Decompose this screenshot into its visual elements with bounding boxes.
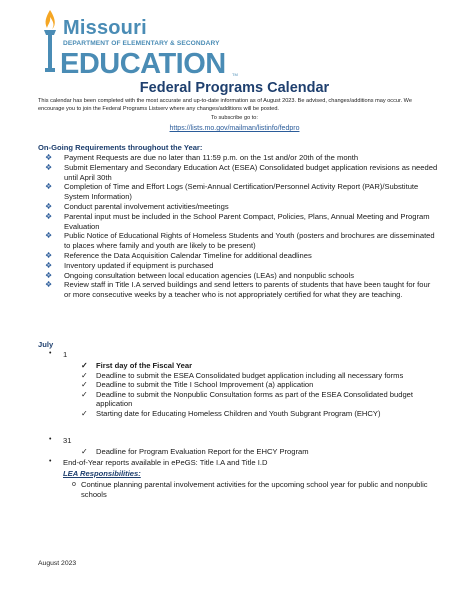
diamond-bullet-icon: ❖ bbox=[45, 250, 53, 260]
logo-wordmark-education: EDUCATION bbox=[60, 48, 226, 80]
ongoing-list bbox=[38, 153, 438, 300]
list-item: ❖ Ongoing consultation between local education agencies (LEAs) and nonpublic schools bbox=[45, 270, 355, 280]
list-item: ❖ Conduct parental involvement activities/meetings bbox=[45, 201, 229, 211]
missouri-dese-logo bbox=[38, 8, 248, 78]
list-item: ❖ Reference the Data Acquisition Calendar Timeline for additional deadlines bbox=[45, 250, 312, 260]
diamond-bullet-icon: ❖ bbox=[45, 153, 53, 162]
list-item: ✓ First day of the Fiscal Year bbox=[81, 361, 193, 370]
july-31-list bbox=[81, 447, 441, 457]
diamond-bullet-icon: ❖ bbox=[45, 211, 53, 221]
list-item: ✓ Deadline to submit the Nonpublic Consultation forms as part of the ESEA Consolidated budget application bbox=[81, 389, 414, 409]
checkmark-icon: ✓ bbox=[81, 389, 88, 399]
subscribe-label: To subscribe go to: bbox=[211, 115, 258, 121]
list-item: ❖ Payment Requests are due no later than 11:59 p.m. on the 1st and/or 20th of the month bbox=[45, 153, 359, 162]
end-of-year-note: End-of-Year reports available in ePeGS: Title I.A and Title I.D bbox=[63, 458, 268, 467]
diamond-bullet-icon: ❖ bbox=[45, 270, 53, 280]
july-heading: July bbox=[38, 340, 54, 349]
logo-wordmark-missouri: Missouri bbox=[63, 17, 147, 39]
list-item: ✓ Deadline for Program Evaluation Report for the EHCY Program bbox=[81, 447, 309, 456]
diamond-bullet-icon: ❖ bbox=[45, 201, 53, 211]
torch-icon bbox=[38, 8, 62, 74]
page-title: Federal Programs Calendar bbox=[139, 80, 330, 96]
day-label: 31 bbox=[63, 436, 72, 445]
circle-bullet-icon: o bbox=[72, 481, 76, 488]
list-item: ❖ Public Notice of Educational Rights of Homeless Students and Youth (posters and brochures are disseminated to places where family and youth are likely to be present) bbox=[45, 231, 435, 251]
intro-paragraph: This calendar has been completed with the most accurate and up-to-date information as of August 2023. Be advised, changes/additions may occur. We encourage you to join the Federal Programs Listserv where any changes/additions will be posted. bbox=[38, 98, 412, 112]
checkmark-icon: ✓ bbox=[81, 361, 88, 370]
july-1-list bbox=[81, 361, 441, 419]
footer-date: August 2023 bbox=[38, 560, 77, 567]
diamond-bullet-icon: ❖ bbox=[45, 162, 53, 172]
checkmark-icon: ✓ bbox=[81, 370, 88, 380]
checkmark-icon: ✓ bbox=[81, 380, 88, 390]
list-item: ✓ Deadline to submit the Title I School Improvement (a) application bbox=[81, 380, 314, 390]
checkmark-icon: ✓ bbox=[81, 447, 88, 456]
list-item: ❖ Submit Elementary and Secondary Education Act (ESEA) Consolidated budget application revisions as needed until April 30th bbox=[45, 162, 438, 182]
bullet-dot-icon: • bbox=[49, 436, 52, 443]
listserv-link[interactable]: https://lists.mo.gov/mailman/listinfo/fedpro bbox=[169, 125, 300, 132]
logo-trademark: TM bbox=[232, 72, 238, 77]
list-item: ✓ Deadline to submit the ESEA Consolidated budget application including all necessary forms bbox=[81, 370, 404, 380]
lea-list bbox=[72, 480, 442, 500]
list-item: ✓ Starting date for Educating Homeless Children and Youth Subgrant Program (EHCY) bbox=[81, 408, 381, 418]
list-item: ❖ Inventory updated if equipment is purchased bbox=[45, 260, 214, 270]
lea-responsibilities-heading: LEA Responsibilities: bbox=[63, 469, 141, 478]
list-item: ❖ Completion of Time and Effort Logs (Semi-Annual Certification/Personnel Activity Report (PAR)/Substitute System Information) bbox=[45, 182, 419, 202]
bullet-dot-icon: • bbox=[49, 458, 52, 465]
diamond-bullet-icon: ❖ bbox=[45, 260, 53, 270]
list-item: o Continue planning parental involvement activities for the upcoming school year for public and nonpublic schools bbox=[72, 480, 428, 499]
day-label: 1 bbox=[63, 350, 68, 359]
diamond-bullet-icon: ❖ bbox=[45, 231, 53, 241]
logo-wordmark-department: DEPARTMENT OF ELEMENTARY & SECONDARY bbox=[63, 40, 220, 47]
bullet-dot-icon: • bbox=[49, 350, 52, 357]
list-item: ❖ Parental input must be included in the School Parent Compact, Policies, Plans, Annual Meeting and Program Evaluation bbox=[45, 211, 430, 231]
diamond-bullet-icon: ❖ bbox=[45, 182, 53, 192]
diamond-bullet-icon: ❖ bbox=[45, 280, 53, 290]
list-item: ❖ Review staff in Title I.A served buildings and send letters to parents of students that have been taught for four or more consecutive weeks by a teacher who is not appropriately certified for what they are teaching. bbox=[45, 280, 431, 300]
ongoing-heading: On-Going Requirements throughout the Year: bbox=[38, 143, 203, 152]
checkmark-icon: ✓ bbox=[81, 408, 88, 418]
